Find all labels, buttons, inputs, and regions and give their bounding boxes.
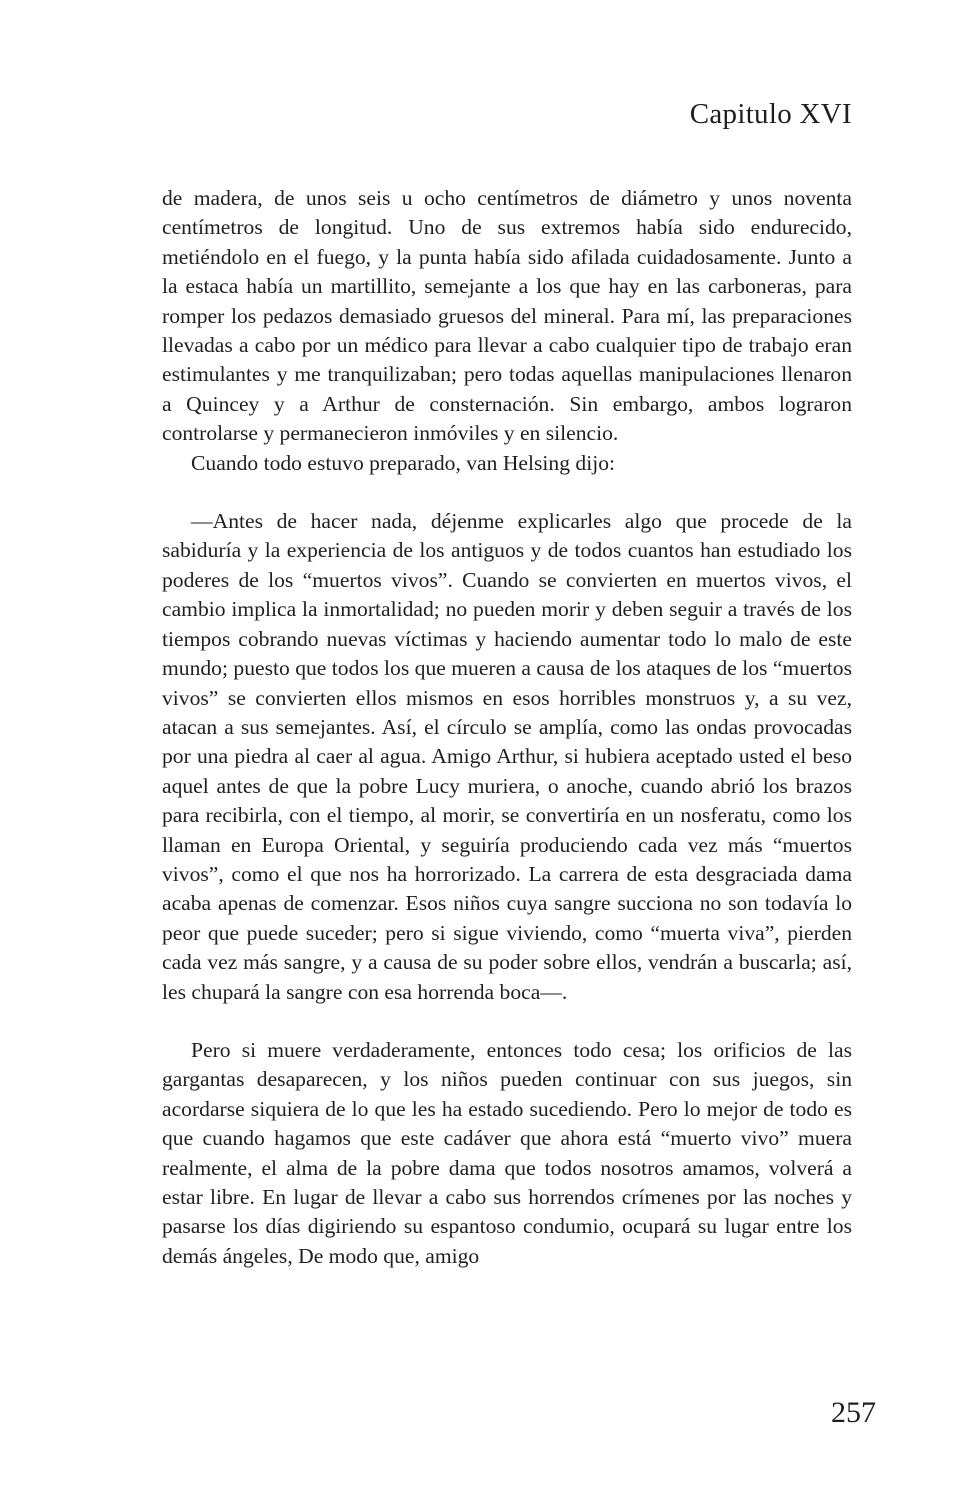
paragraph-true-death: Pero si muere verdaderamente, entonces todo cesa; los orificios de las gargantas desaparecen, y los niños pueden continuar con sus juegos, sin acordarse siquiera de lo que les ha estado sucediendo. Pero lo mejor de todo es que cuando hagamos que este cadáver que ahora está “muerto vivo” muera realmente, el alma de la pobre dama que todos nosotros amamos, volverá a estar libre. En lugar de llevar a cabo sus horrendos crímenes por las noches y pasarse los días digiriendo su espantoso condumio, ocupará su lugar entre los demás ángeles, De modo que, amigo	[162, 1037, 852, 1268]
paragraph-continuation: de madera, de unos seis u ocho centímetros de diámetro y unos noventa centímetros de longitud. Uno de sus extremos había sido endurecido, metiéndolo en el fuego, y la punta había sido afilada cuidadosamente. Junto a la estaca había un martillito, semejante a los que hay en las carboneras, para romper los pedazos demasiado gruesos del mineral. Para mí, las preparaciones llevadas a cabo por un médico para llevar a cabo cualquier tipo de trabajo eran estimulantes y me tranquilizaban; pero todas aquellas manipulaciones llenaron a Quincey y a Arthur de consternación. Sin embargo, ambos lograron controlarse y permanecieron inmóviles y en silencio.	[162, 186, 852, 446]
page-number: 257	[831, 1396, 876, 1429]
chapter-header: Capitulo XVI	[689, 98, 852, 130]
paragraph-helsing-speech: —Antes de hacer nada, déjenme explicarles algo que procede de la sabiduría y la experiencia de los antiguos y de todos cuantos han estudiado los poderes de los “muertos vivos”. Cuando se convierten en muertos vivos, el cambio implica la inmortalidad; no pueden morir y deben seguir a través de los tiempos cobrando nuevas víctimas y haciendo aumentar todo lo malo de este mundo; puesto que todos los que mueren a causa de los ataques de los “muertos vivos” se convierten ellos mismos en esos horribles monstruos y, a su vez, atacan a sus semejantes. Así, el círculo se amplía, como las ondas provocadas por una piedra al caer al agua. Amigo Arthur, si hubiera aceptado usted el beso aquel antes de que la pobre Lucy muriera, o anoche, cuando abrió los brazos para recibirla, con el tiempo, al morir, se convertiría en un nosferatu, como los llaman en Europa Oriental, y seguiría produciendo cada vez más “muertos vivos”, como el que nos ha horrorizado. La carrera de esta desgraciada dama acaba apenas de comenzar. Esos niños cuya sangre succiona no son todavía lo peor que puede suceder; pero si sigue viviendo, como “muerta viva”, pierden cada vez más sangre, y a causa de su poder sobre ellos, vendrán a buscarla; así, les chupará la sangre con esa horrenda boca—.	[162, 509, 852, 1004]
body-text	[162, 184, 852, 1271]
paragraph-helsing-intro: Cuando todo estuvo preparado, van Helsing dijo:	[191, 450, 615, 475]
